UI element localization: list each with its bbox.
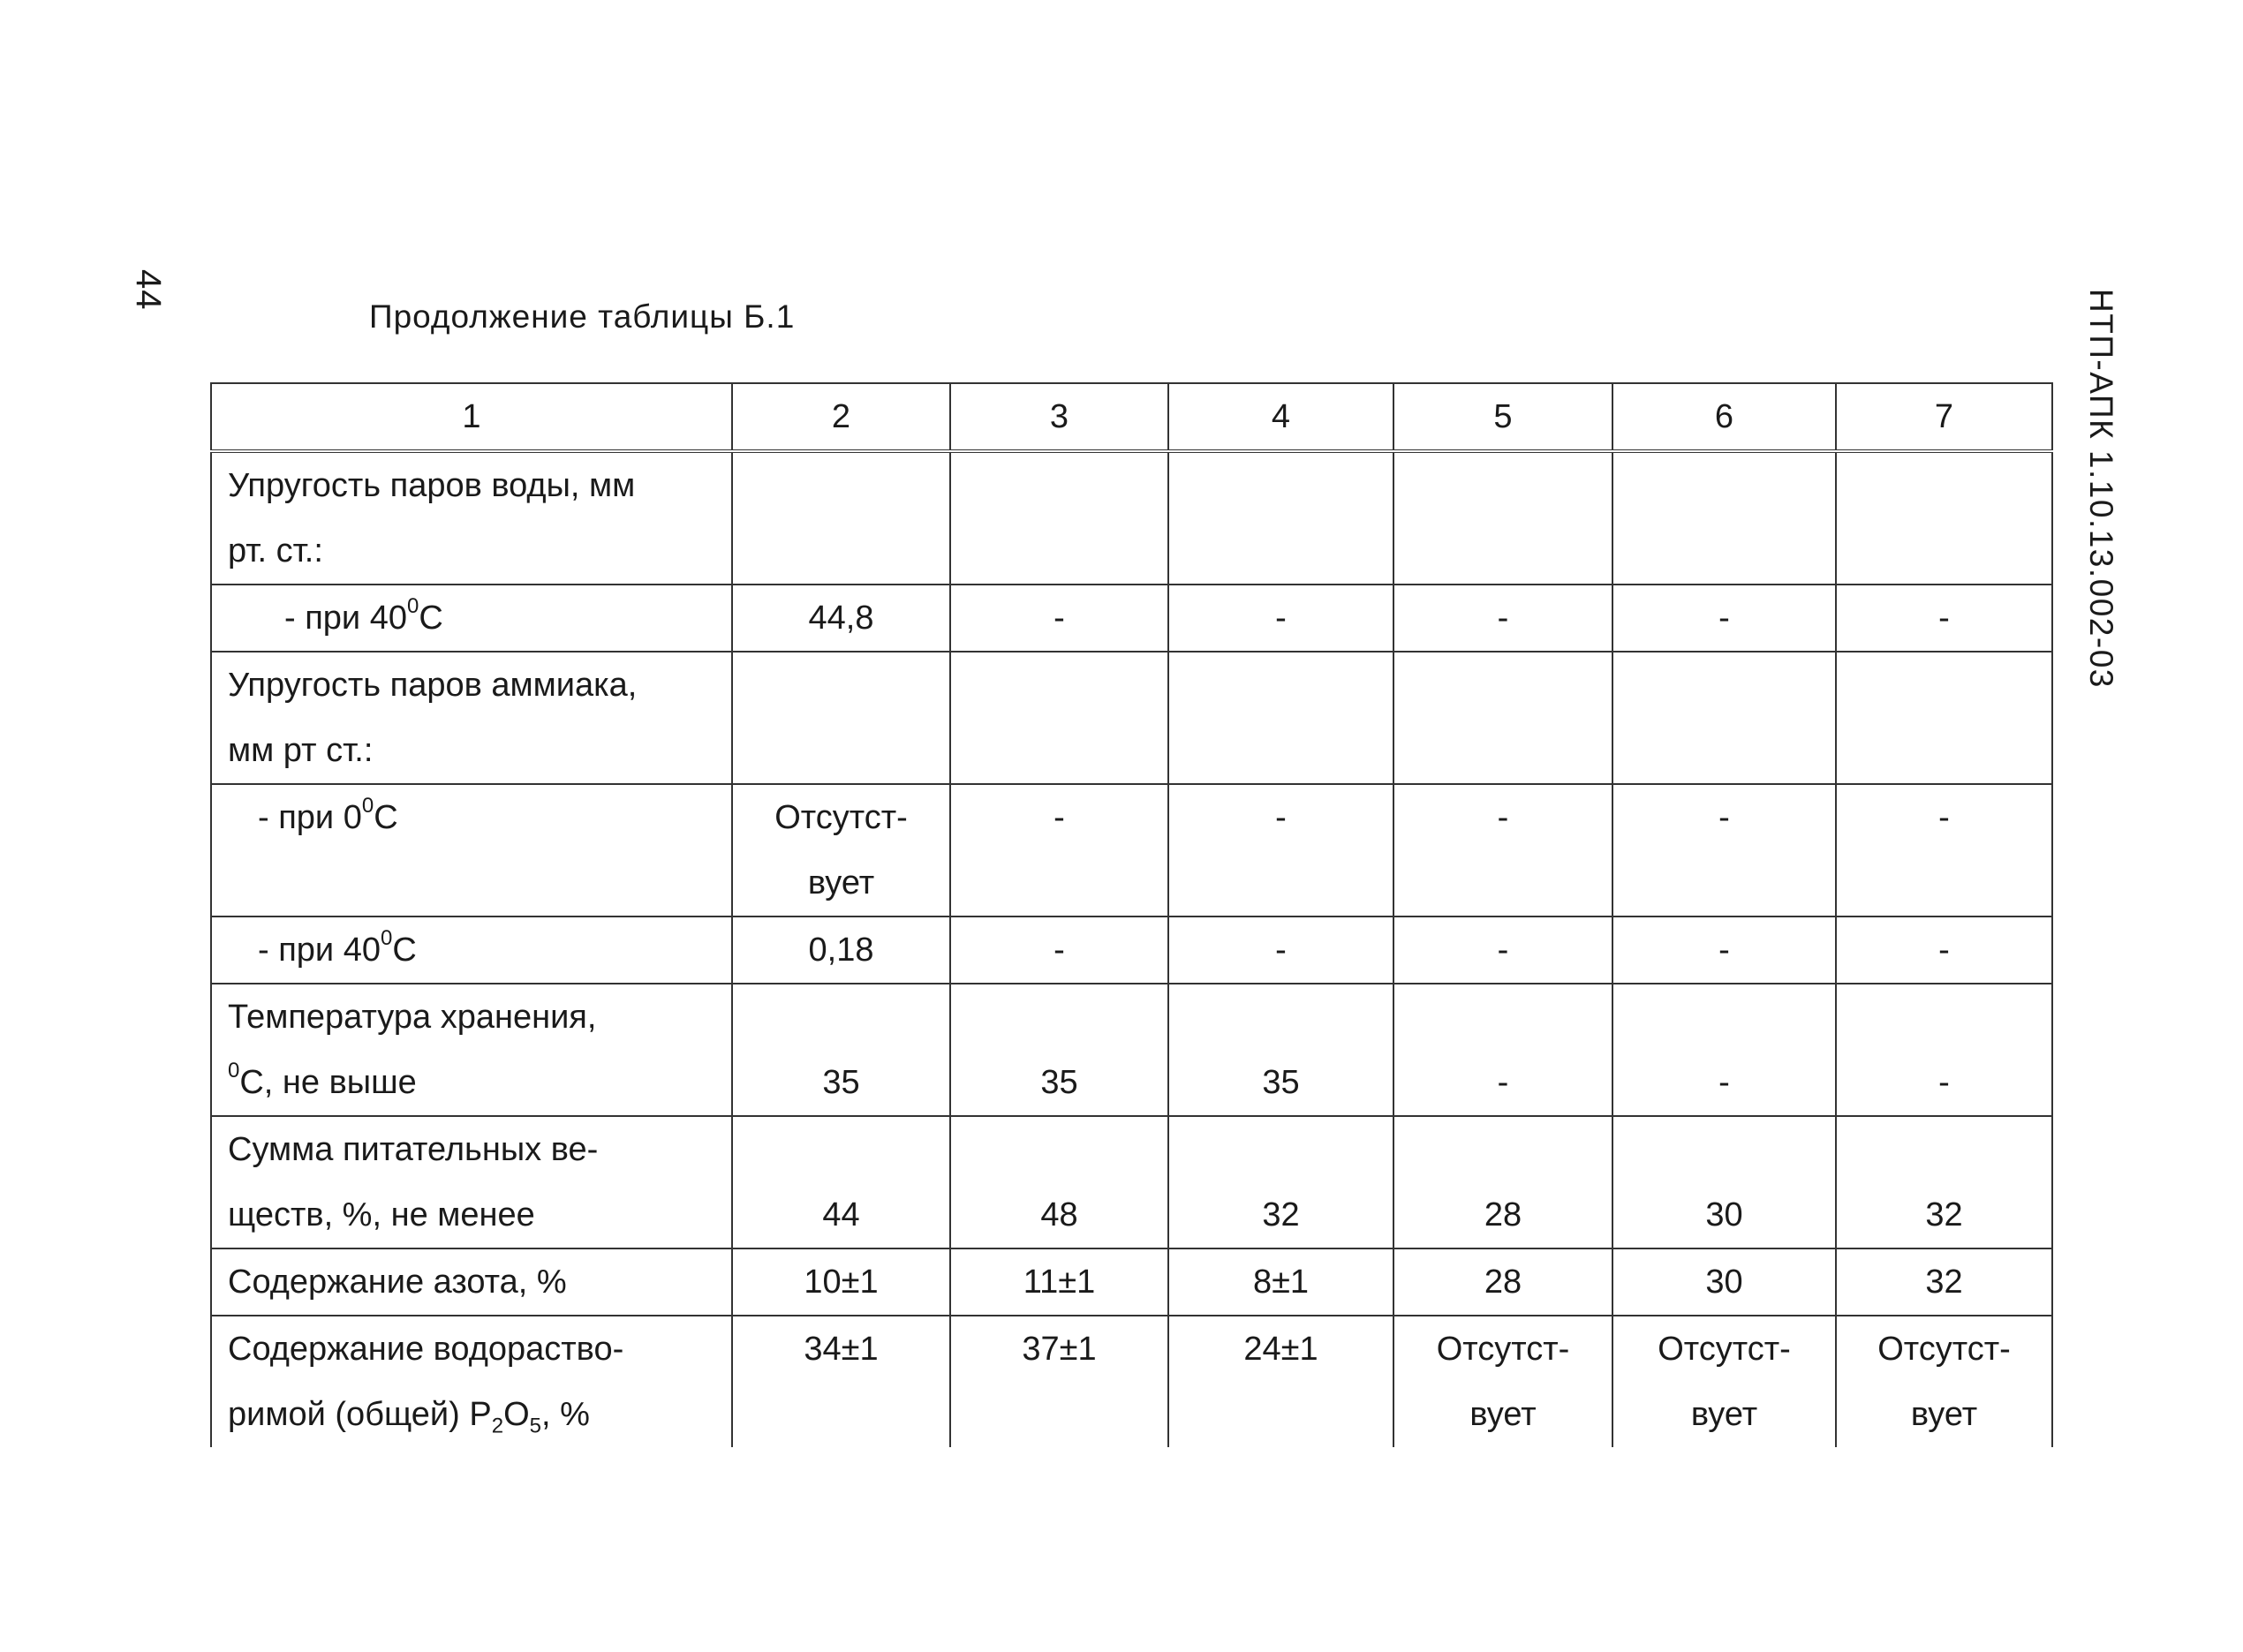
table-row bbox=[211, 451, 2052, 585]
table-row bbox=[211, 1116, 2052, 1248]
label-text: С bbox=[374, 799, 398, 836]
table-cell: 30 bbox=[1612, 1116, 1836, 1248]
label-line: Упругость паров воды, мм bbox=[228, 467, 636, 504]
column-header: 4 bbox=[1168, 383, 1393, 451]
table-row bbox=[211, 1248, 2052, 1316]
table-cell: 0,18 bbox=[732, 917, 950, 984]
table-cell: - bbox=[1836, 984, 2052, 1116]
value-line: Отсутст- bbox=[1436, 1331, 1570, 1368]
label-line: Сумма питательных ве- bbox=[228, 1131, 599, 1168]
table-cell: 44,8 bbox=[732, 585, 950, 652]
label-text: , % bbox=[541, 1396, 590, 1433]
table-cell bbox=[1393, 652, 1612, 784]
table-cell: 32 bbox=[1168, 1116, 1393, 1248]
row-label bbox=[211, 451, 732, 585]
table-cell bbox=[1612, 1316, 1836, 1447]
row-label: Содержание азота, % bbox=[211, 1248, 732, 1316]
table-cell: 32 bbox=[1836, 1248, 2052, 1316]
spec-table bbox=[210, 382, 2053, 1447]
table-cell: 30 bbox=[1612, 1248, 1836, 1316]
table-cell: - bbox=[1836, 784, 2052, 917]
label-text: римой (общей) P bbox=[228, 1396, 492, 1433]
table-cell bbox=[950, 652, 1168, 784]
table-cell: - bbox=[950, 585, 1168, 652]
table-cell: 35 bbox=[1168, 984, 1393, 1116]
row-label bbox=[211, 784, 732, 917]
table-cell bbox=[1836, 1316, 2052, 1447]
degree-superscript: 0 bbox=[406, 594, 419, 619]
degree-superscript: 0 bbox=[228, 1059, 240, 1083]
table-row bbox=[211, 917, 2052, 984]
table-cell bbox=[1168, 451, 1393, 585]
table-row bbox=[211, 784, 2052, 917]
table-cell bbox=[732, 652, 950, 784]
table-cell bbox=[1393, 1316, 1612, 1447]
table-cell: 48 bbox=[950, 1116, 1168, 1248]
table-cell: 8±1 bbox=[1168, 1248, 1393, 1316]
table-row bbox=[211, 652, 2052, 784]
label-line: С, не выше bbox=[239, 1064, 417, 1101]
column-header: 6 bbox=[1612, 383, 1836, 451]
table-row bbox=[211, 984, 2052, 1116]
column-header: 1 bbox=[211, 383, 732, 451]
table-cell bbox=[1393, 451, 1612, 585]
table-header-row bbox=[211, 383, 2052, 451]
label-text: - при 40 bbox=[284, 600, 407, 637]
label-text: O bbox=[503, 1396, 530, 1433]
table-row bbox=[211, 585, 2052, 652]
value-line: вует bbox=[1910, 1396, 1978, 1433]
table-cell: 44 bbox=[732, 1116, 950, 1248]
table-cell: 28 bbox=[1393, 1116, 1612, 1248]
table-cell bbox=[1836, 451, 2052, 585]
table-cell: - bbox=[1168, 585, 1393, 652]
table-cell bbox=[950, 451, 1168, 585]
table-cell bbox=[1168, 652, 1393, 784]
table-caption: Продолжение таблицы Б.1 bbox=[369, 298, 796, 335]
value-line: Отсутст- bbox=[1658, 1331, 1791, 1368]
row-label bbox=[211, 1116, 732, 1248]
table-cell: 11±1 bbox=[950, 1248, 1168, 1316]
value-line: вует bbox=[807, 864, 875, 901]
label-line: Упругость паров аммиака, bbox=[228, 667, 638, 704]
table-cell: 37±1 bbox=[950, 1316, 1168, 1447]
table-cell: - bbox=[950, 917, 1168, 984]
table-cell: - bbox=[1612, 784, 1836, 917]
table-cell: - bbox=[1836, 585, 2052, 652]
label-line: Температура хранения, bbox=[228, 999, 597, 1036]
label-text: - при 0 bbox=[258, 799, 362, 836]
table-cell: 35 bbox=[950, 984, 1168, 1116]
page-number: 44 bbox=[129, 269, 168, 311]
table-cell: - bbox=[1393, 917, 1612, 984]
table-cell: 24±1 bbox=[1168, 1316, 1393, 1447]
table-cell: - bbox=[950, 784, 1168, 917]
degree-superscript: 0 bbox=[380, 926, 393, 951]
table-cell: - bbox=[1168, 784, 1393, 917]
value-line: Отсутст- bbox=[774, 799, 908, 836]
table-cell: 10±1 bbox=[732, 1248, 950, 1316]
subscript: 2 bbox=[491, 1414, 504, 1438]
row-label bbox=[211, 1316, 732, 1447]
label-line: рт. ст.: bbox=[228, 532, 323, 570]
row-label bbox=[211, 585, 732, 652]
label-line: ществ, %, не менее bbox=[228, 1196, 535, 1233]
table-cell: 35 bbox=[732, 984, 950, 1116]
value-line: вует bbox=[1690, 1396, 1758, 1433]
column-header: 3 bbox=[950, 383, 1168, 451]
table-cell: - bbox=[1393, 784, 1612, 917]
table-row bbox=[211, 1316, 2052, 1447]
label-text: С bbox=[392, 932, 417, 969]
subscript: 5 bbox=[529, 1414, 541, 1438]
table-cell: - bbox=[1393, 585, 1612, 652]
row-label bbox=[211, 984, 732, 1116]
table-cell: - bbox=[1168, 917, 1393, 984]
table-cell bbox=[732, 784, 950, 917]
table-cell bbox=[1836, 652, 2052, 784]
column-header: 7 bbox=[1836, 383, 2052, 451]
value-line: вует bbox=[1469, 1396, 1537, 1433]
document-code: НТП-АПК 1.10.13.002-03 bbox=[2083, 289, 2119, 689]
column-header: 2 bbox=[732, 383, 950, 451]
table-cell: - bbox=[1393, 984, 1612, 1116]
table-cell: 28 bbox=[1393, 1248, 1612, 1316]
table-cell: 32 bbox=[1836, 1116, 2052, 1248]
table-cell bbox=[1612, 451, 1836, 585]
column-header: 5 bbox=[1393, 383, 1612, 451]
row-label bbox=[211, 917, 732, 984]
degree-superscript: 0 bbox=[361, 794, 374, 818]
table-cell bbox=[1612, 652, 1836, 784]
label-text: - при 40 bbox=[258, 932, 381, 969]
table-cell: - bbox=[1612, 917, 1836, 984]
table-cell bbox=[732, 451, 950, 585]
value-line: Отсутст- bbox=[1877, 1331, 2011, 1368]
table-cell: - bbox=[1612, 585, 1836, 652]
label-line: Содержание водораство- bbox=[228, 1331, 624, 1368]
table-cell: - bbox=[1612, 984, 1836, 1116]
label-text: С bbox=[419, 600, 443, 637]
table-cell: 34±1 bbox=[732, 1316, 950, 1447]
row-label bbox=[211, 652, 732, 784]
label-line: мм рт ст.: bbox=[228, 732, 374, 769]
table-cell: - bbox=[1836, 917, 2052, 984]
